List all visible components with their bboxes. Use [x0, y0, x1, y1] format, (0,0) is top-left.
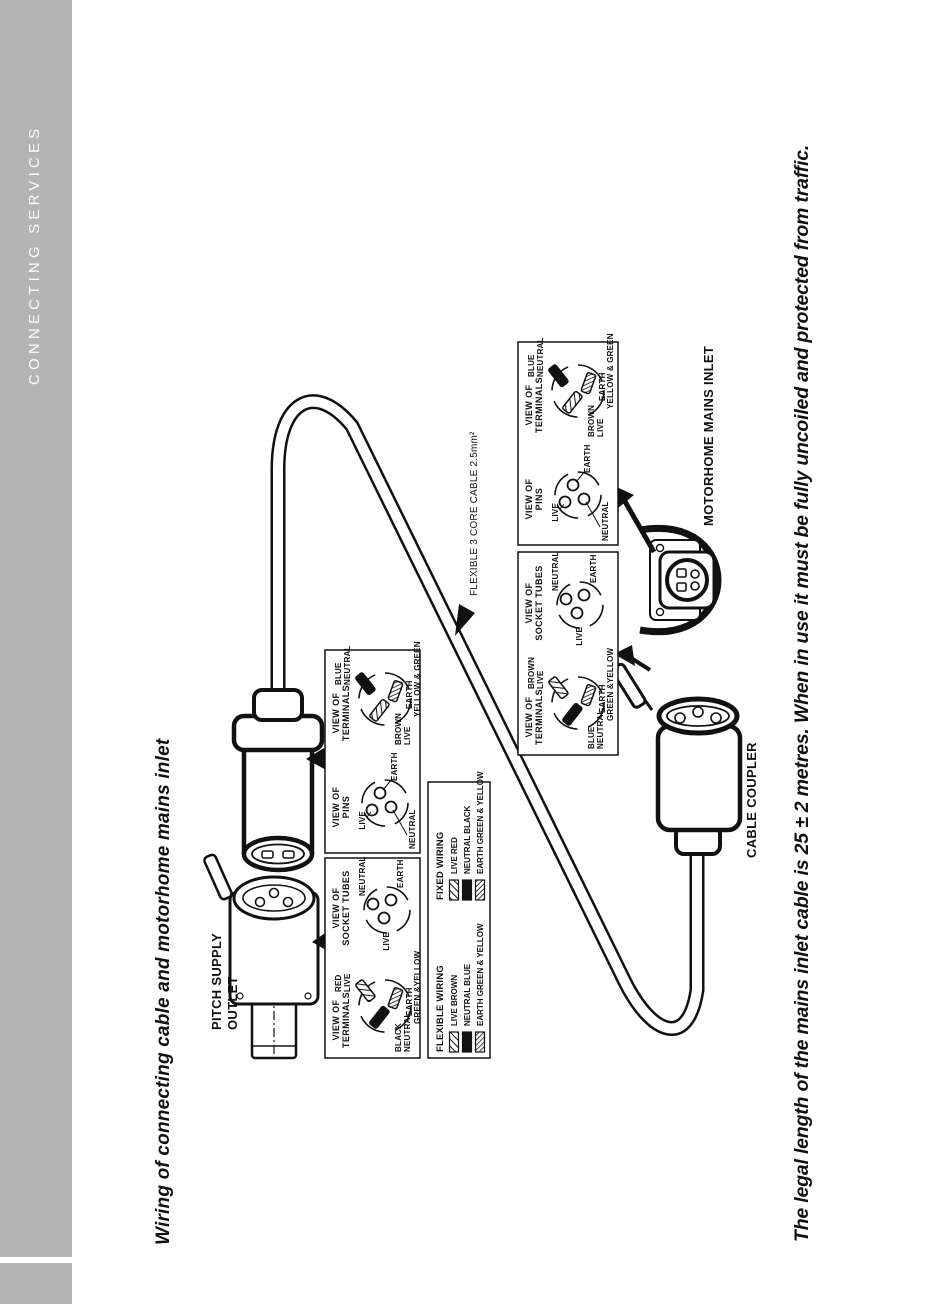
terminal-label: LIVE: [403, 726, 412, 745]
view-title: VIEW OF: [524, 696, 534, 738]
terminal-label: EARTH: [405, 987, 414, 1016]
view-title: PINS: [341, 795, 351, 819]
terminal-label: EARTH: [598, 684, 607, 713]
legend-row-label: LIVE BROWN: [450, 974, 459, 1026]
cable-arrow: [455, 604, 475, 636]
pin-label: EARTH: [390, 752, 399, 781]
view-title: VIEW OF: [331, 887, 341, 929]
terminal-label: LIVE: [536, 670, 545, 689]
view-title: VIEW OF: [331, 999, 341, 1041]
tube-label: LIVE: [575, 627, 584, 646]
tube-label: NEUTRAL: [551, 551, 560, 591]
view-title: VIEW OF: [524, 478, 534, 520]
terminal-label: NEUTRAL: [343, 645, 352, 685]
mains-inlet-label: MOTORHOME MAINS INLET: [701, 345, 716, 526]
legend-row-label: EARTH GREEN & YELLOW: [476, 771, 485, 874]
terminal-label: LIVE: [343, 973, 352, 992]
view-title: VIEW OF: [331, 786, 341, 828]
pin-label: NEUTRAL: [601, 501, 610, 541]
pitch-supply-outlet-label-line2: OUTLET: [225, 976, 240, 1030]
pin-label: LIVE: [551, 503, 560, 522]
pitch-supply-outlet-label-line1: PITCH SUPPLY: [209, 932, 224, 1030]
view-title: VIEW OF: [331, 692, 341, 734]
terminal-label: NEUTRAL: [403, 1012, 412, 1052]
view-title: TERMINALS: [341, 684, 351, 742]
terminal-label: NEUTRAL: [596, 709, 605, 749]
legend-row-label: NEUTRAL BLACK: [463, 805, 472, 874]
pin-label: NEUTRAL: [408, 809, 417, 849]
inlet-face: [667, 560, 707, 600]
cable-plug-drawing: [234, 690, 322, 870]
coupler-body: [658, 726, 740, 830]
pin-label: LIVE: [358, 811, 367, 830]
terminal-label: GREEN &YELLOW: [413, 950, 422, 1024]
terminal-label: EARTH: [405, 680, 414, 709]
view-title: TERMINALS: [534, 376, 544, 434]
outlet-lid: [203, 854, 233, 901]
tube-label: EARTH: [396, 859, 405, 888]
tube-label: EARTH: [589, 554, 598, 583]
terminal-label: YELLOW & GREEN: [606, 333, 615, 409]
terminal-label: LIVE: [596, 418, 605, 437]
legend-row-label: NEUTRAL BLUE: [463, 963, 472, 1026]
view-title: SOCKET TUBES: [534, 565, 544, 641]
view-title: TERMINALS: [534, 688, 544, 746]
legend-row-label: EARTH GREEN & YELLOW: [476, 923, 485, 1026]
tube-label: NEUTRAL: [358, 856, 367, 896]
legal-note: The legal length of the mains inlet cable is 25 ± 2 metres. When in use it must be fully uncoiled and protected from traffic.: [791, 144, 813, 1242]
terminal-label: BROWN: [394, 712, 403, 745]
view-title: SOCKET TUBES: [341, 870, 351, 946]
view-title: VIEW OF: [524, 582, 534, 624]
view-title: PINS: [534, 487, 544, 511]
terminal-label: RED: [334, 974, 343, 992]
page-title: Wiring of connecting cable and motorhome mains inlet: [153, 738, 174, 1245]
section-title: CONNECTING SERVICES: [26, 124, 43, 385]
legend-row-label: LIVE RED: [450, 837, 459, 874]
terminal-label: GREEN &YELLOW: [606, 647, 615, 721]
cable-coupler-label: CABLE COUPLER: [744, 742, 759, 858]
pin-label: EARTH: [583, 444, 592, 473]
legend-title: FIXED WIRING: [435, 831, 446, 900]
terminal-label: BROWN: [527, 656, 536, 689]
terminal-label: EARTH: [598, 372, 607, 401]
view-title: VIEW OF: [524, 384, 534, 426]
cable-callout-label: FLEXIBLE 3 CORE CABLE 2.5mm²: [469, 431, 480, 596]
terminal-label: BLUE: [527, 354, 536, 377]
terminal-label: YELLOW & GREEN: [413, 641, 422, 717]
terminal-label: BLUE: [334, 662, 343, 685]
terminal-label: BLUE: [587, 726, 596, 749]
view-title: TERMINALS: [341, 991, 351, 1049]
tube-label: LIVE: [382, 932, 391, 951]
terminal-label: NEUTRAL: [536, 337, 545, 377]
legend-title: FLEXIBLE WIRING: [435, 965, 446, 1052]
terminal-label: BLACK: [394, 1023, 403, 1052]
cable-coupler-drawing: [611, 663, 740, 854]
terminal-label: BROWN: [587, 404, 596, 437]
